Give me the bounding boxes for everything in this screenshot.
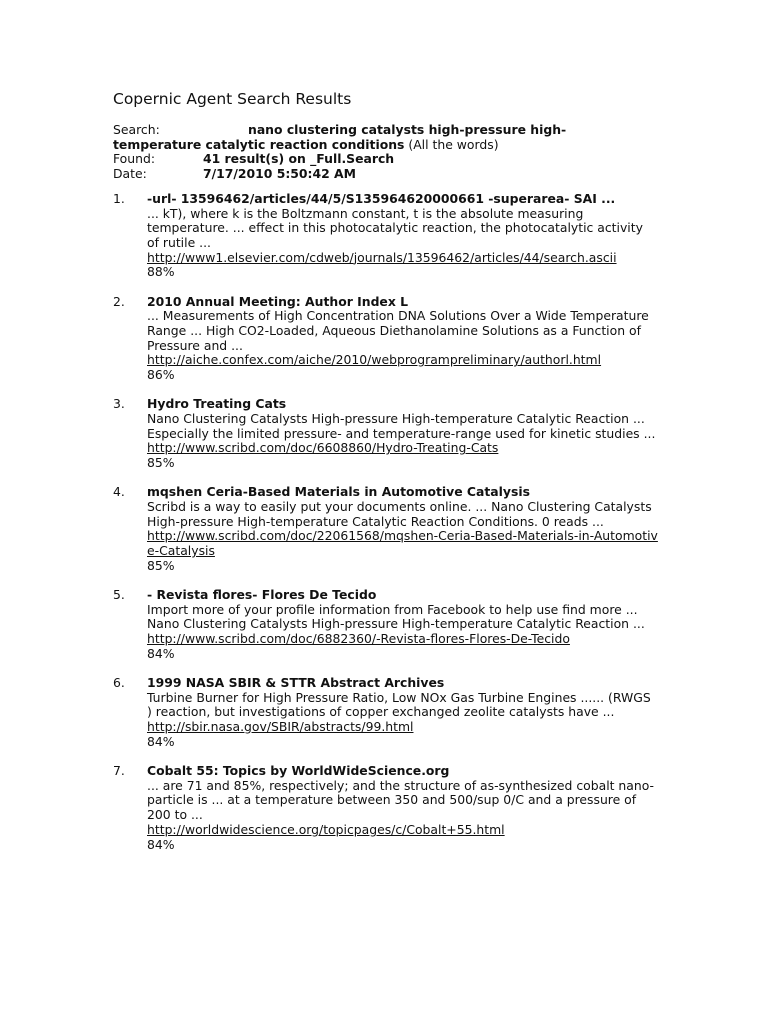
result-item	[113, 192, 658, 280]
results-list	[113, 192, 658, 852]
result-score: 85%	[147, 455, 175, 471]
page-title: Copernic Agent Search Results	[113, 90, 352, 108]
result-link[interactable]: http://worldwidescience.org/topicpages/c/Cobalt+55.html	[147, 821, 505, 837]
result-title[interactable]: mqshen Ceria-Based Materials in Automotive Catalysis	[147, 484, 530, 500]
result-number: 4.	[113, 484, 125, 500]
result-snippet: ... are 71 and 85%, respectively; and the structure of as-synthesized cobalt nano-particle is ... at a temperature between 350 and 500/sup 0/C and a pressure of 200 to ...	[147, 777, 655, 823]
result-link[interactable]: http://www.scribd.com/doc/6882360/-Revista-flores-Flores-De-Tecido	[147, 631, 570, 647]
search-summary	[113, 123, 658, 182]
result-item	[113, 588, 658, 662]
result-score: 84%	[147, 836, 175, 852]
found-label: Found:	[113, 151, 156, 167]
result-item	[113, 397, 658, 471]
search-query-line2: temperature catalytic reaction conditions	[113, 136, 405, 152]
result-snippet: Nano Clustering Catalysts High-pressure High-temperature Catalytic Reaction ... Especially the limited pressure- and temperature-range used for kinetic studies ...	[147, 410, 656, 441]
document-page	[113, 89, 658, 867]
result-snippet: Turbine Burner for High Pressure Ratio, Low NOx Gas Turbine Engines ...... (RWGS ) reaction, but investigations of copper exchanged zeolite catalysts have ...	[147, 689, 651, 720]
result-title[interactable]: Hydro Treating Cats	[147, 396, 287, 412]
search-row	[113, 123, 658, 138]
search-row-continued	[113, 138, 658, 153]
result-number: 2.	[113, 293, 125, 309]
result-number: 5.	[113, 586, 125, 602]
result-number: 1.	[113, 190, 125, 206]
search-mode: (All the words)	[408, 136, 499, 152]
result-title[interactable]: 1999 NASA SBIR & STTR Abstract Archives	[147, 675, 445, 690]
date-label: Date:	[113, 166, 147, 182]
result-number: 3.	[113, 396, 125, 412]
found-value: 41 result(s) on _Full.Search	[203, 151, 395, 167]
result-item	[113, 295, 658, 383]
result-link[interactable]: http://sbir.nasa.gov/SBIR/abstracts/99.html	[147, 719, 414, 735]
search-query-line1: nano clustering catalysts high-pressure high-	[248, 122, 567, 137]
result-number: 7.	[113, 763, 125, 779]
result-snippet: Scribd is a way to easily put your documents online. ... Nano Clustering Catalysts High-pressure High-temperature Catalytic Reaction Conditions. 0 reads ...	[147, 498, 652, 529]
result-title[interactable]: 2010 Annual Meeting: Author Index L	[147, 293, 409, 309]
result-number: 6.	[113, 675, 125, 690]
date-value: 7/17/2010 5:50:42 AM	[203, 166, 356, 182]
result-snippet: Import more of your profile information from Facebook to help use find more ... Nano Clustering Catalysts High-pressure High-temperature Catalytic Reaction ...	[147, 601, 645, 632]
search-label: Search:	[113, 122, 160, 137]
result-item	[113, 676, 658, 750]
result-item	[113, 485, 658, 573]
result-title[interactable]: Cobalt 55: Topics by WorldWideScience.org	[147, 763, 450, 779]
result-score: 86%	[147, 367, 175, 383]
result-link[interactable]: http://www.scribd.com/doc/22061568/mqshen-Ceria-Based-Materials-in-Automotive-Catalysis	[147, 528, 658, 559]
result-link[interactable]: http://www1.elsevier.com/cdweb/journals/13596462/articles/44/search.ascii	[147, 249, 617, 265]
result-score: 88%	[147, 264, 175, 280]
result-snippet: ... kT), where k is the Boltzmann constant, t is the absolute measuring temperature. ... effect in this photocatalytic reaction, the photocatalytic activity of rutile ...	[147, 205, 643, 250]
result-title[interactable]: - Revista flores- Flores De Tecido	[147, 586, 377, 602]
result-link[interactable]: http://aiche.confex.com/aiche/2010/webprogrampreliminary/authorl.html	[147, 352, 602, 368]
result-title[interactable]: -url- 13596462/articles/44/5/S135964620000661 -superarea- SAI ...	[147, 190, 616, 206]
result-score: 85%	[147, 557, 175, 573]
found-row	[113, 152, 658, 167]
result-link[interactable]: http://www.scribd.com/doc/6608860/Hydro-Treating-Cats	[147, 440, 499, 456]
result-score: 84%	[147, 733, 175, 749]
result-snippet: ... Measurements of High Concentration DNA Solutions Over a Wide Temperature Range ... High CO2-Loaded, Aqueous Diethanolamine Solutions as a Function of Pressure and ...	[147, 308, 649, 353]
result-item	[113, 764, 658, 852]
result-score: 84%	[147, 645, 175, 661]
date-row	[113, 167, 658, 182]
